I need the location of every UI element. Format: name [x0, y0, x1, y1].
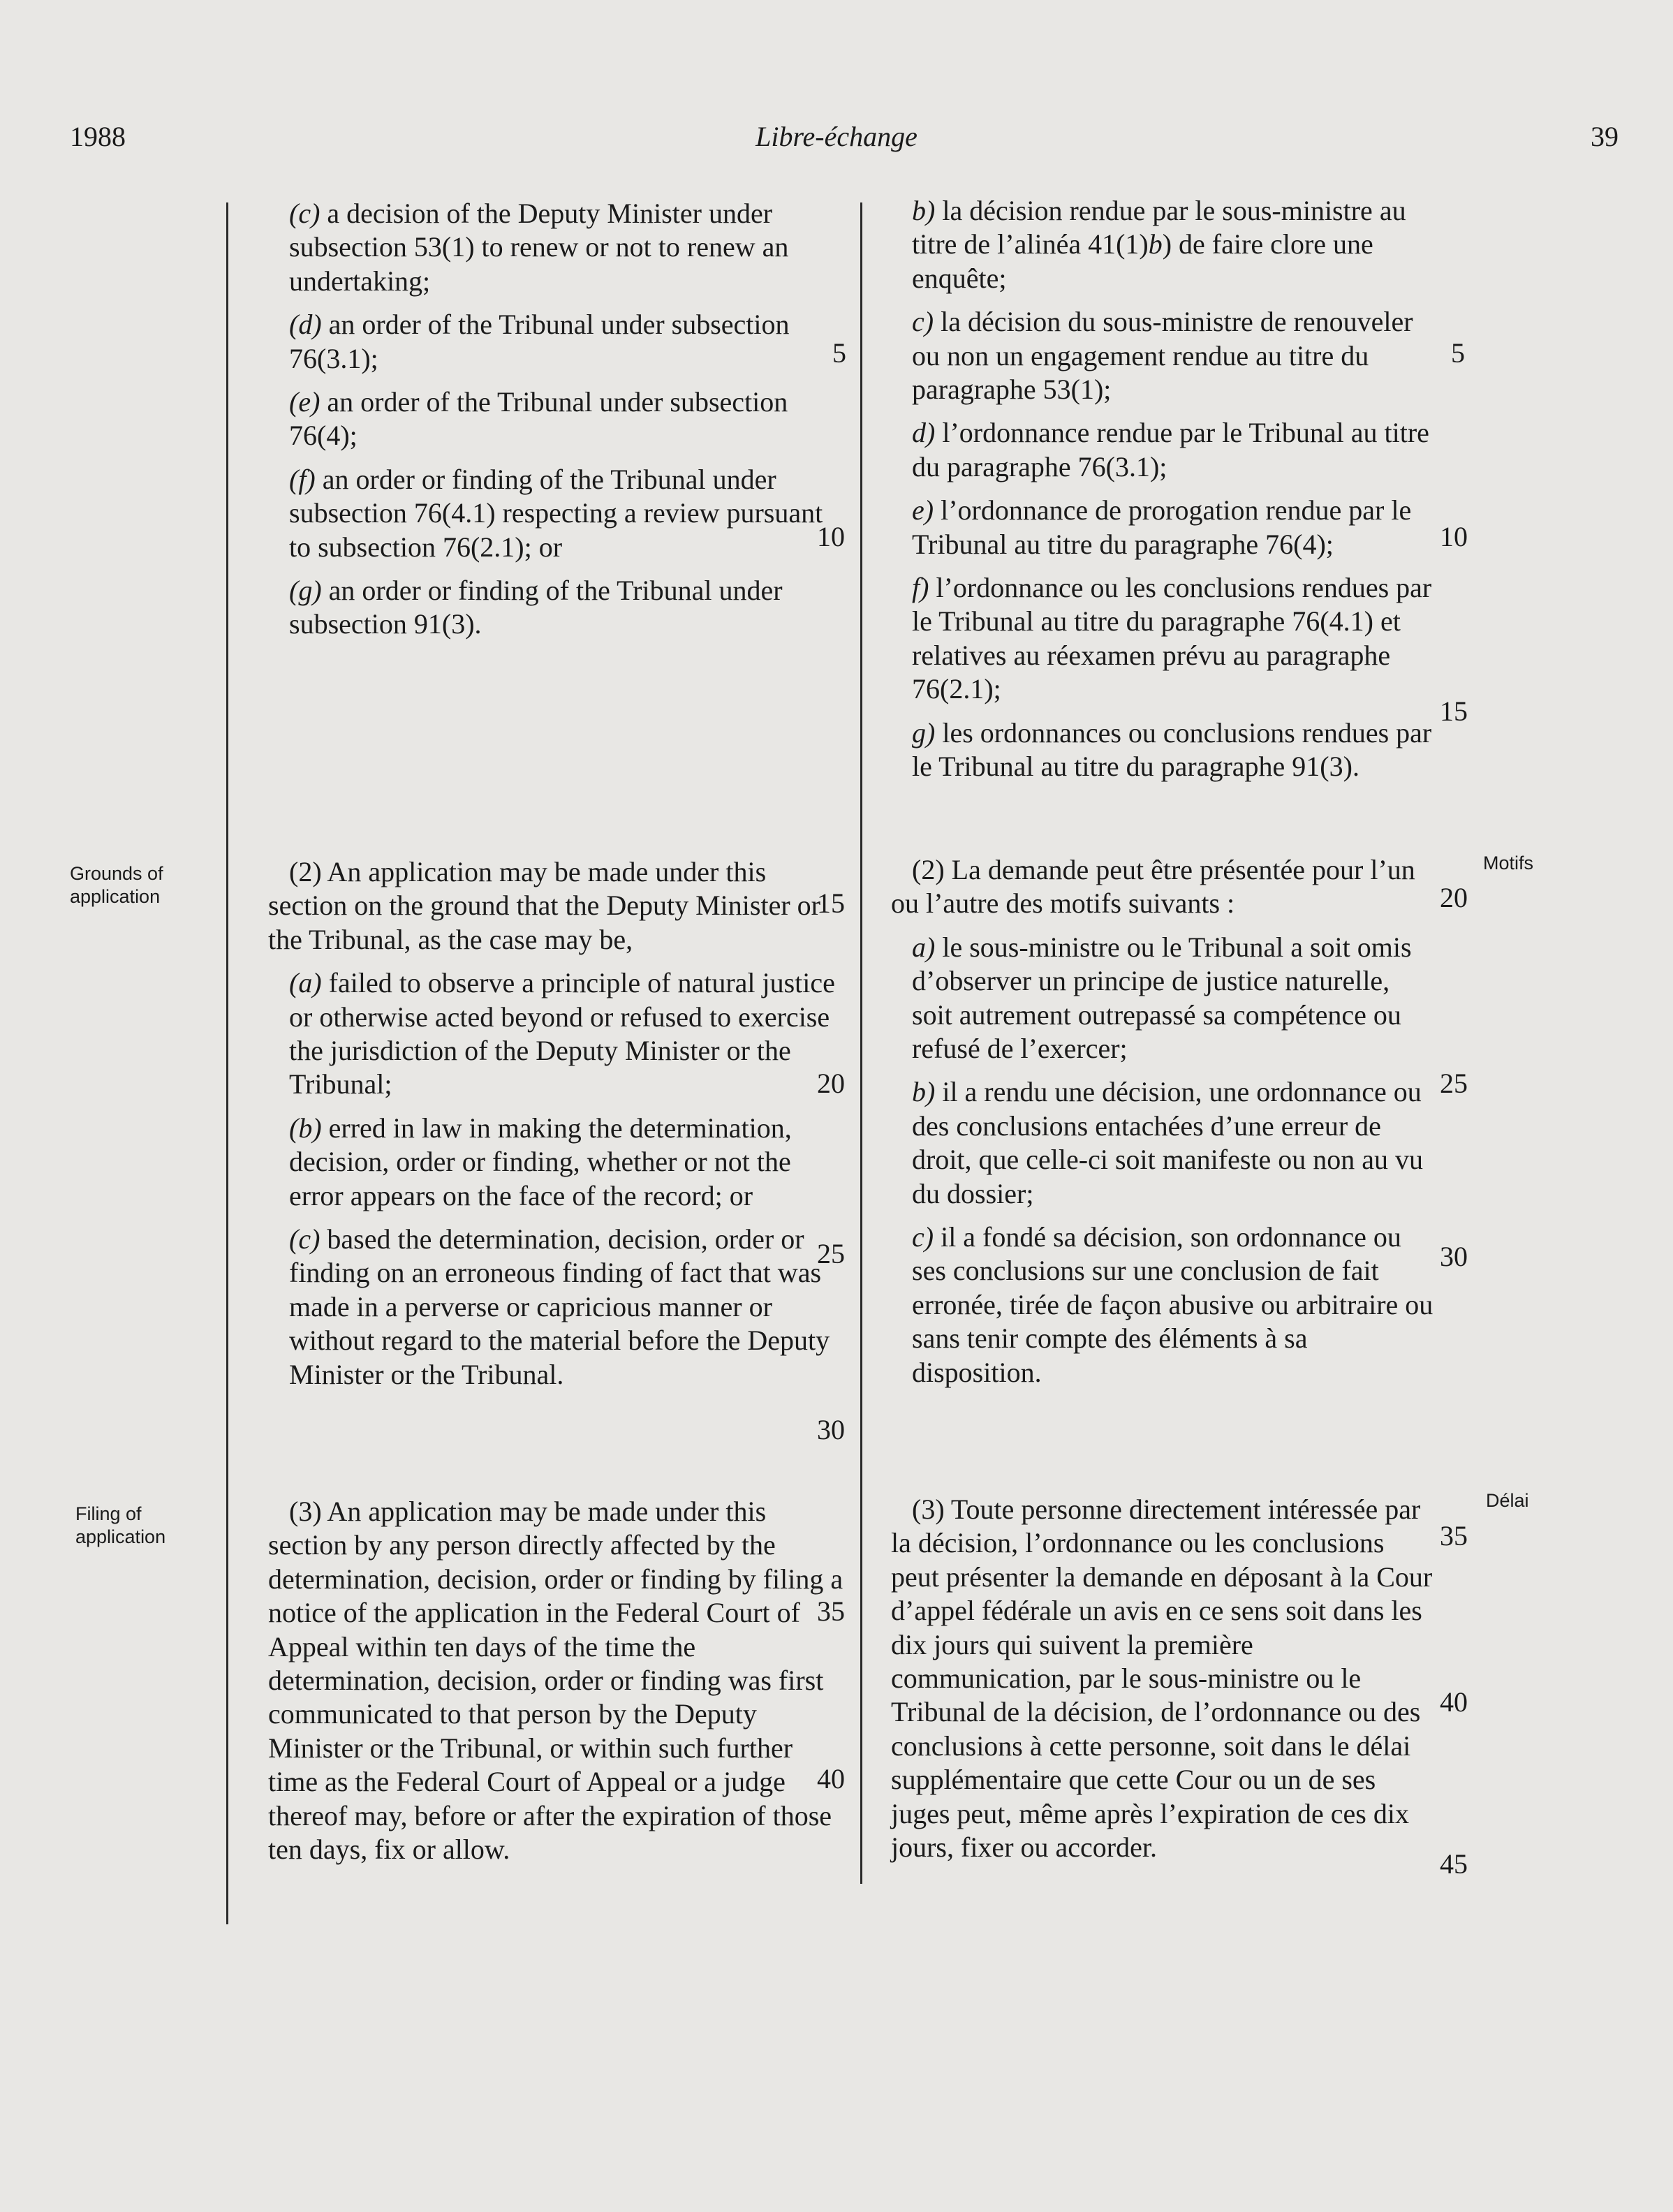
en-s2-para-a: (a) failed to observe a principle of natural justice or otherwise acted beyond or refused to exercise the jurisdiction of the Deputy Minister or the Tribunal; — [289, 967, 835, 1100]
en-line-number: 15 — [817, 887, 845, 919]
en-s2-intro: (2) An application may be made under this section on the ground that the Deputy Minister or the Tribunal, as the case may be, — [268, 856, 820, 955]
en-line-number: 30 — [817, 1414, 845, 1445]
en-line-number: 20 — [817, 1068, 845, 1099]
en-para-d: (d) an order of the Tribunal under subsection 76(3.1); — [289, 309, 790, 374]
fr-line-number: 15 — [1440, 695, 1468, 727]
en-para-f: (f) an order or finding of the Tribunal under subsection 76(4.1) respecting a review pursuant to subsection 76(2.1); or — [289, 463, 823, 563]
en-line-number: 35 — [817, 1595, 845, 1627]
en-para-c: (c) a decision of the Deputy Minister under subsection 53(1) to renew or not to renew an undertaking; — [289, 198, 789, 297]
margin-note-filing-of-application: Filing of application — [75, 1503, 166, 1547]
fr-s2-para-c: c) il a fondé sa décision, son ordonnance ou ses conclusions sur une conclusion de fait erronée, tirée de façon abusive ou arbitraire ou sans tenir compte des éléments à sa disposition. — [912, 1221, 1434, 1388]
fr-s2-para-b: b) il a rendu une décision, une ordonnance ou des conclusions entachées d’une erreur de droit, que celle-ci soit manifeste ou non au vu du dossier; — [912, 1076, 1424, 1209]
english-column-subsection-3 — [268, 1495, 849, 1866]
fr-para-e: e) l’ordonnance de prorogation rendue par le Tribunal au titre du paragraphe 76(4); — [912, 494, 1412, 560]
fr-para-b: b) la décision rendue par le sous-ministre au titre de l’alinéa 41(1)b) de faire clore une enquête; — [912, 195, 1406, 294]
fr-line-number: 30 — [1440, 1241, 1468, 1272]
fr-line-number: 40 — [1440, 1686, 1468, 1718]
en-line-number: 25 — [817, 1238, 845, 1269]
en-line-number: 5 — [832, 337, 846, 369]
fr-para-f: f) l’ordonnance ou les conclusions rendues par le Tribunal au titre du paragraphe 76(4.1) et relatives au réexamen prévu au paragraphe 76(2.1); — [912, 572, 1432, 705]
fr-s3: (3) Toute personne directement intéressée par la décision, l’ordonnance ou les conclusions peut présenter la demande en déposant à la Cour d’appel fédérale un avis en ce sens soit dans les dix jours qui suivent la première communication, par le sous-ministre ou le Tribunal de la décision, de l’ordonnance ou des conclusions à cette personne, soit dans le délai supplémentaire que cette Cour ou un de ses juges peut, même après l’expiration de ces dix jours, fixer ou accorder. — [891, 1494, 1433, 1864]
fr-para-c: c) la décision du sous-ministre de renouveler ou non un engagement rendue au titre du paragraphe 53(1); — [912, 306, 1413, 406]
margin-note-delai: Délai — [1486, 1490, 1529, 1511]
fr-line-number: 25 — [1440, 1068, 1468, 1099]
fr-para-g: g) les ordonnances ou conclusions rendues par le Tribunal au titre du paragraphe 91(3). — [912, 716, 1432, 783]
header-page-number: 39 — [1591, 121, 1619, 152]
amendment-bar-center — [860, 202, 862, 1884]
english-column-subsection-2 — [268, 855, 849, 1392]
margin-note-grounds-of-application: Grounds of application — [70, 863, 163, 907]
header-title: Libre-échange — [756, 121, 917, 152]
fr-s2-para-a: a) le sous-ministre ou le Tribunal a soit omis d’observer un principe de justice naturelle, soit autrement outrepassé sa compétence ou refusé de l’exercer; — [912, 931, 1412, 1065]
french-column-block-1 — [891, 194, 1436, 784]
fr-line-number: 10 — [1440, 521, 1468, 552]
en-para-e: (e) an order of the Tribunal under subsection 76(4); — [289, 386, 788, 452]
fr-line-number: 20 — [1440, 882, 1468, 913]
fr-line-number: 5 — [1451, 337, 1465, 369]
en-line-number: 10 — [817, 521, 845, 552]
fr-para-d: d) l’ordonnance rendue par le Tribunal au titre du paragraphe 76(3.1); — [912, 417, 1429, 482]
en-para-g: (g) an order or finding of the Tribunal under subsection 91(3). — [289, 575, 783, 640]
fr-s2-intro: (2) La demande peut être présentée pour l’un ou l’autre des motifs suivants : — [891, 854, 1415, 920]
fr-line-number: 45 — [1440, 1848, 1468, 1880]
english-column-block-1 — [268, 197, 849, 642]
fr-line-number: 35 — [1440, 1520, 1468, 1551]
french-column-subsection-3 — [891, 1493, 1436, 1864]
en-s2-para-c: (c) based the determination, decision, order or finding on an erroneous finding of fact that was made in a perverse or capricious manner or without regard to the material before the Deputy Minister or the Tribunal. — [289, 1223, 830, 1390]
en-s3: (3) An application may be made under this section by any person directly affected by the determination, decision, order or finding by filing a notice of the application in the Federal Court of Appeal within ten days of the time the determination, decision, order or finding was first communicated to that person by the Deputy Minister or the Tribunal, or within such further time as the Federal Court of Appeal or a judge thereof may, before or after the expiration of those ten days, fix or allow. — [268, 1496, 843, 1866]
en-s2-para-b: (b) erred in law in making the determination, decision, order or finding, whether or not the error appears on the face of the record; or — [289, 1112, 792, 1211]
margin-note-motifs: Motifs — [1483, 853, 1534, 873]
header-year: 1988 — [70, 121, 126, 152]
en-line-number: 40 — [817, 1763, 845, 1794]
french-column-subsection-2 — [891, 853, 1436, 1389]
amendment-bar-left — [226, 202, 228, 1924]
